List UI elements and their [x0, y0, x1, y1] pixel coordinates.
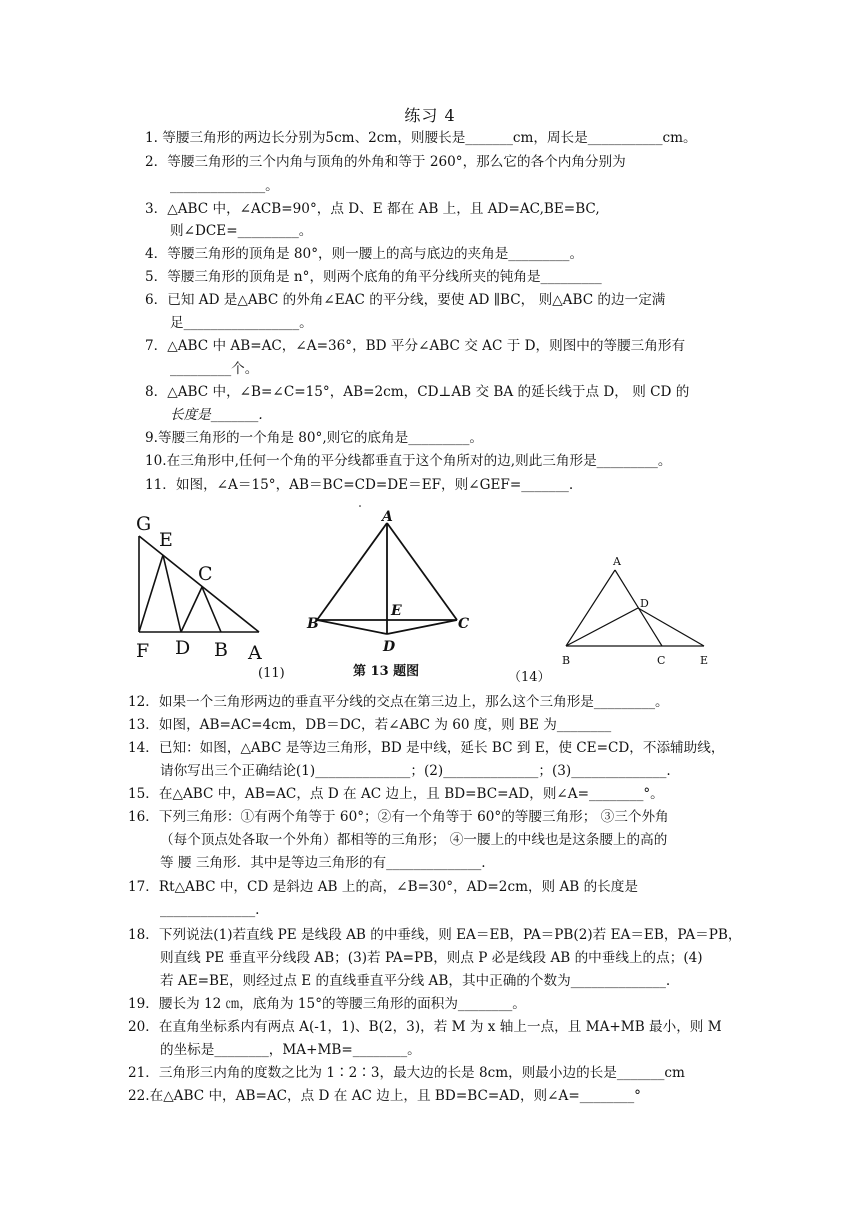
fig11-label-e: E: [159, 529, 173, 551]
question-7: 7．△ABC 中 AB=AC，∠A=36°，BD 平分∠ABC 交 AC 于 D，则图中的等腰三角形有: [145, 338, 686, 354]
fig11-label-d: D: [175, 637, 191, 659]
figure-11-caption: (11): [258, 666, 285, 681]
figure-14: [552, 550, 722, 670]
question-9: 9.等腰三角形的一个角是 80°,则它的底角是_________。: [145, 430, 483, 446]
question-22: 22.在△ABC 中，AB=AC，点 D 在 AC 边上，且 BD=BC=AD，则∠A=________°: [128, 1088, 641, 1104]
question-17-cont: ______________.: [160, 902, 260, 918]
question-8-cont: 长度是_______.: [170, 407, 263, 423]
question-14-cont: 请你写出三个正确结论(1)______________；(2)______________；(3)______________.: [160, 763, 671, 779]
fig11-label-b: B: [214, 639, 228, 661]
fig14-label-a: A: [613, 555, 621, 568]
figure-14-caption: （14）: [508, 670, 551, 685]
question-21: 21．三角形三内角的度数之比为 1∶2∶3，最大边的长是 8cm，则最小边的长是_______cm: [128, 1065, 685, 1081]
fig11-label-c: C: [198, 563, 213, 585]
fig13-label-b: B: [307, 616, 319, 632]
fig11-label-a: A: [248, 642, 262, 663]
question-18-cont2: 若 AE=BE，则经过点 E 的直线垂直平分线 AB，其中正确的个数为______________.: [160, 973, 671, 989]
question-20-cont: 的坐标是________，MA+MB=________。: [160, 1042, 421, 1058]
fig14-label-b: B: [562, 654, 571, 667]
question-3: 3．△ABC 中，∠ACB=90°，点 D、E 都在 AB 上，且 AD=AC,BE=BC,: [145, 201, 600, 217]
question-6: 6．已知 AD 是△ABC 的外角∠EAC 的平分线，要使 AD ∥BC， 则△ABC 的边一定满: [145, 292, 666, 308]
question-16-cont2: 等 腰 三角形．其中是等边三角形的有______________.: [160, 855, 486, 871]
question-2-blank: ______________。: [170, 178, 279, 194]
question-10: 10.在三角形中,任何一个角的平分线都垂直于这个角所对的边,则此三角形是_________。: [145, 453, 672, 469]
question-15: 15．在△ABC 中，AB=AC，点 D 在 AC 边上，且 BD=BC=AD，则∠A=________°。: [128, 786, 664, 802]
question-12: 12．如果一个三角形两边的垂直平分线的交点在第三边上，那么这个三角形是_________。: [128, 694, 669, 710]
question-16: 16．下列三角形：①有两个角等于 60°；②有一个角等于 60°的等腰三角形； ③三个外角: [128, 809, 669, 825]
question-18-cont: 则直线 PE 垂直平分线段 AB；(3)若 PA=PB，则点 P 必是线段 AB 的中垂线上的点；(4): [160, 950, 703, 966]
fig13-label-e: E: [391, 603, 402, 619]
question-3-cont: 则∠DCE=_________。: [170, 223, 313, 239]
question-16-cont: （每个顶点处各取一个外角）都相等的三角形； ④一腰上的中线也是这条腰上的高的: [160, 832, 668, 848]
question-4: 4．等腰三角形的顶角是 80°，则一腰上的高与底边的夹角是_________。: [145, 246, 584, 262]
question-6-cont: 足_________________。: [170, 315, 313, 331]
fig14-label-e: E: [700, 654, 709, 667]
page-title: 练习 4: [404, 106, 456, 125]
question-5: 5．等腰三角形的顶角是 n°，则两个底角的角平分线所夹的钝角是_________: [145, 269, 602, 285]
question-17: 17．Rt△ABC 中，CD 是斜边 AB 上的高，∠B=30°，AD=2cm，则 AB 的长度是: [128, 879, 638, 895]
fig14-label-c: C: [657, 654, 666, 667]
question-19: 19．腰长为 12 ㎝，底角为 15°的等腰三角形的面积为________。: [128, 996, 526, 1012]
question-1: 1. 等腰三角形的两边长分别为5cm、2cm，则腰长是_______cm，周长是___________cm。: [145, 130, 697, 146]
figure-13: [300, 502, 490, 657]
fig11-label-g: G: [136, 513, 152, 535]
question-11: 11．如图，∠A＝15°，AB＝BC=CD=DE＝EF，则∠GEF=_______.: [145, 477, 574, 493]
question-7-cont: _________个。: [170, 361, 259, 377]
question-2: 2．等腰三角形的三个内角与顶角的外角和等于 260°，那么它的各个内角分别为: [145, 154, 626, 170]
question-20: 20．在直角坐标系内有两点 A(-1，1)、B(2，3)，若 M 为 x 轴上一点，且 MA+MB 最小，则 M: [128, 1019, 722, 1035]
figure-11: [125, 508, 280, 663]
question-13: 13．如图，AB=AC=4cm，DB＝DC，若∠ABC 为 60 度，则 BE 为________: [128, 717, 612, 733]
fig11-label-f: F: [136, 640, 150, 662]
question-18: 18．下列说法(1)若直线 PE 是线段 AB 的中垂线，则 EA＝EB，PA＝PB(2)若 EA＝EB，PA＝PB，: [128, 927, 742, 943]
figure-13-caption: 第 13 题图: [353, 664, 420, 679]
fig13-label-d: D: [383, 639, 396, 655]
fig13-label-c: C: [458, 616, 470, 632]
fig14-label-d: D: [640, 597, 649, 610]
question-8: 8．△ABC 中，∠B=∠C=15°，AB=2cm，CD⊥AB 交 BA 的延长线于点 D， 则 CD 的: [145, 384, 690, 400]
fig13-label-a: A: [382, 509, 393, 525]
question-14: 14．已知：如图，△ABC 是等边三角形，BD 是中线，延长 BC 到 E，使 CE=CD，不添辅助线，: [128, 740, 725, 756]
